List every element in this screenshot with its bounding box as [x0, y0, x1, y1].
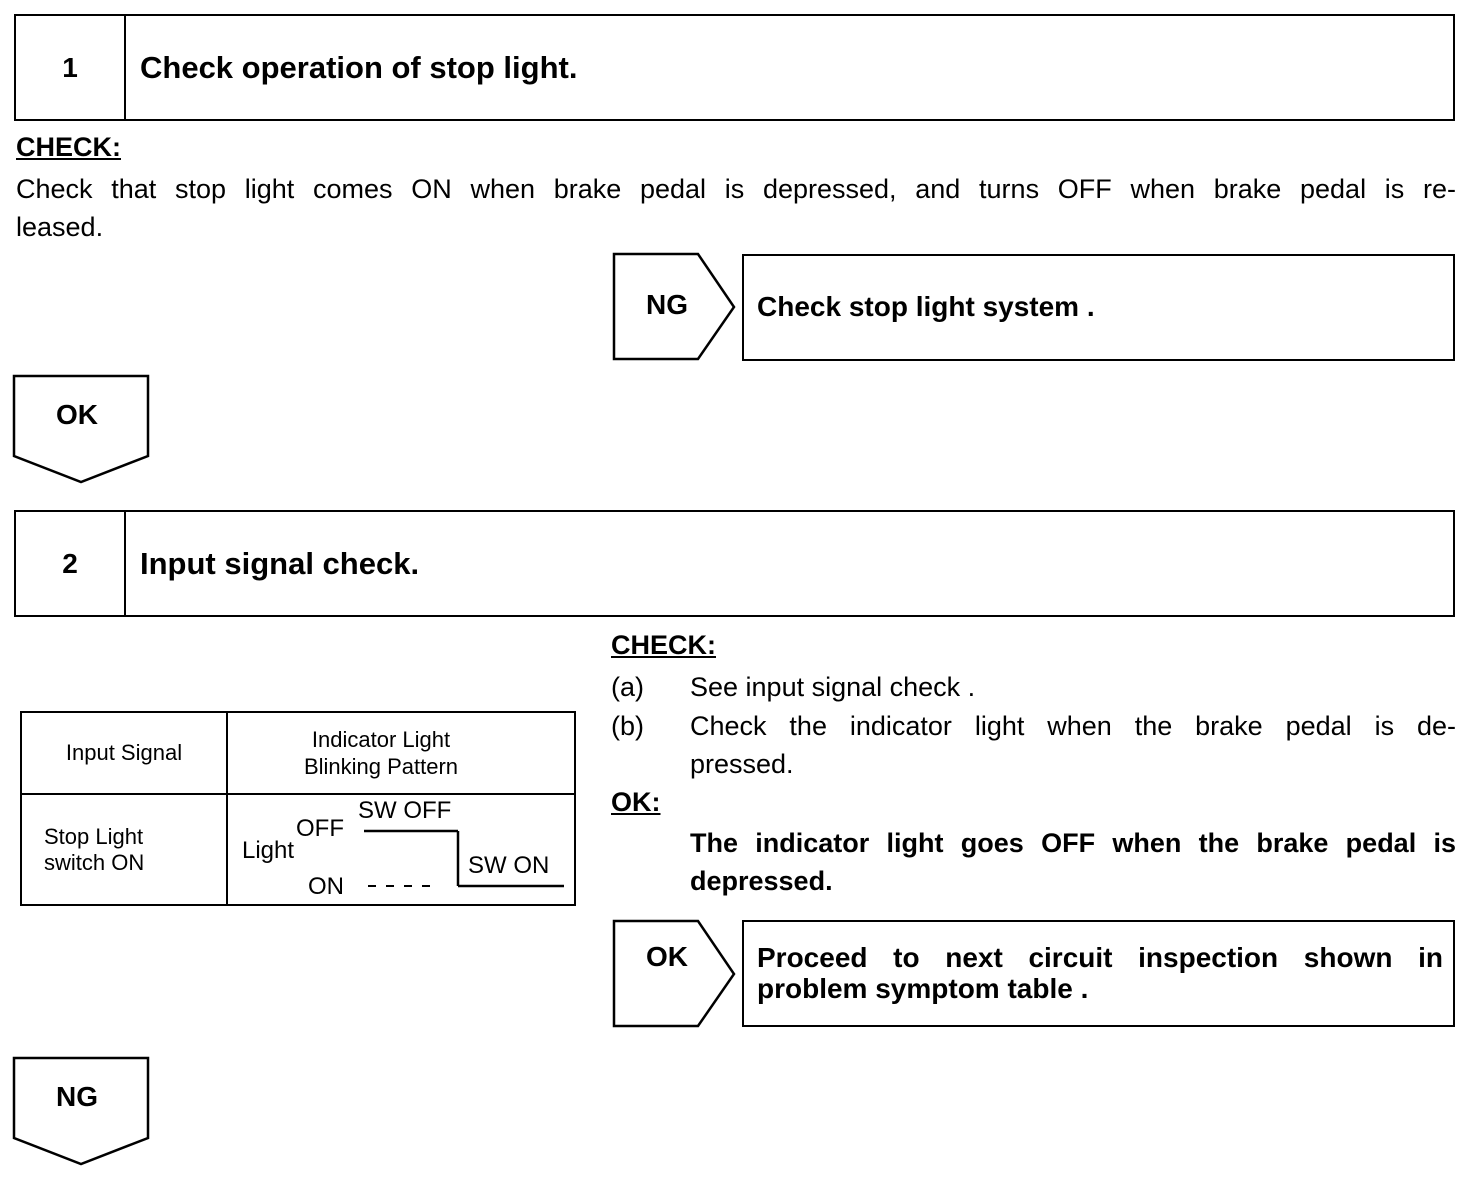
step-2-ng-label: NG	[56, 1081, 98, 1112]
step-2-ok-result-box	[742, 920, 1455, 1027]
diagram-light-label: Light	[242, 837, 295, 864]
step-2-ok-heading: OK:	[611, 787, 661, 817]
step-1-check-line-1: Check that stop light comes ON when brake pedal is depressed, and turns OFF when brake pedal is re-	[16, 174, 1456, 204]
diagram-on-label: ON	[308, 873, 344, 900]
step-2-item-b-text	[690, 707, 1456, 783]
step-2-header	[14, 510, 1455, 617]
header-indicator-line-1: Indicator Light	[311, 727, 451, 752]
diagram-sw-off-label: SW OFF	[358, 797, 452, 824]
step-1-header	[14, 14, 1455, 121]
step-2-item-b-line-1: Check the indicator light when the brake pedal is de-	[690, 711, 1456, 741]
step-1-ok-label: OK	[56, 399, 98, 430]
signal-table-header-indicator	[227, 712, 575, 794]
header-indicator-line-2: Blinking Pattern	[303, 754, 459, 779]
step-2-item-b-line-2: pressed.	[690, 749, 794, 779]
row-input-line-1: Stop Light	[44, 823, 144, 849]
step-1-ng-result-text: Check stop light system .	[757, 291, 1095, 322]
step-2-number: 2	[16, 512, 126, 615]
step-2-ok-label: OK	[646, 941, 688, 972]
step-2-ok-result-line-1: Proceed to next circuit inspection shown in	[757, 942, 1443, 973]
signal-table-row-pattern	[227, 794, 575, 905]
signal-table-header-input	[21, 712, 227, 794]
step-2-ok-text	[690, 824, 1456, 900]
step-2-item-b-marker: (b)	[611, 711, 644, 741]
signal-table	[20, 711, 576, 906]
step-2-title: Input signal check.	[140, 545, 420, 581]
header-input-label: Input Signal	[65, 740, 183, 765]
step-2-item-a-text: See input signal check .	[690, 672, 976, 702]
step-1-ng-result-box	[742, 254, 1455, 361]
step-2-ok-result-line-2: problem symptom table .	[757, 973, 1089, 1004]
step-1-number: 1	[16, 16, 126, 119]
signal-table-row-input	[21, 794, 227, 905]
diagram-off-label: OFF	[296, 815, 344, 842]
step-2-ok-arrow	[612, 919, 738, 1029]
row-input-line-2: switch ON	[44, 849, 145, 875]
step-1-check-line-2: leased.	[16, 212, 104, 242]
step-1-ng-label: NG	[646, 289, 688, 320]
step-2-ok-line-2: depressed.	[690, 866, 833, 896]
step-2-ok-result-text	[757, 942, 1443, 1004]
step-1-title: Check operation of stop light.	[140, 49, 578, 85]
step-1-check-text	[16, 170, 1456, 246]
diagram-sw-on-label: SW ON	[468, 852, 550, 879]
step-2-ok-line-1: The indicator light goes OFF when the brake pedal is	[690, 828, 1456, 858]
blinking-pattern-diagram	[228, 795, 574, 904]
step-2-item-a-marker: (a)	[611, 672, 644, 702]
step-2-check-heading: CHECK:	[611, 630, 716, 660]
step-1-check-heading: CHECK:	[16, 132, 121, 162]
